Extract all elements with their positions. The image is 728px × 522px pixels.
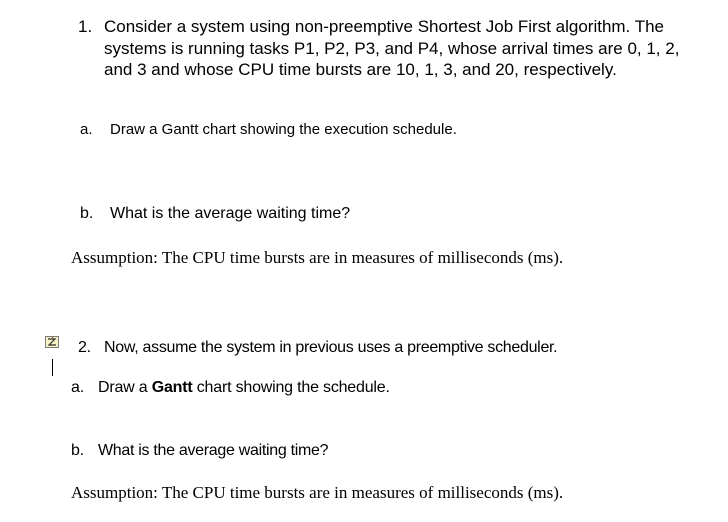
- question-1-line-1: Consider a system using non-preemptive Shortest Job First algorithm. The: [104, 17, 664, 36]
- question-2-part-b-text: What is the average waiting time?: [98, 442, 329, 459]
- question-1-part-a-label: a.: [80, 121, 93, 138]
- question-2-part-b-label: b.: [71, 442, 84, 459]
- question-1-number: 1.: [78, 17, 93, 36]
- question-2-part-a-gantt: Gantt: [151, 379, 193, 396]
- comment-marker-icon[interactable]: [45, 336, 59, 348]
- question-1-part-b-text: What is the average waiting time?: [110, 205, 351, 222]
- question-2-text: Now, assume the system in previous uses a preemptive scheduler.: [104, 339, 558, 356]
- question-2-part-a-label: a.: [71, 379, 84, 396]
- question-2-part-b: [71, 441, 328, 461]
- question-1: [78, 16, 718, 81]
- question-2: [78, 338, 557, 358]
- question-2-part-a-text-before: Draw a: [98, 379, 152, 396]
- question-1-assumption: Assumption: The CPU time bursts are in measures of milliseconds (ms).: [71, 248, 564, 267]
- text-cursor: [52, 359, 53, 376]
- question-1-part-b-label: b.: [80, 205, 94, 222]
- question-1-line-3: and 3 and whose CPU time bursts are 10, 1, 3, and 20, respectively.: [104, 60, 617, 79]
- question-2-part-a-text-after: chart showing the schedule.: [192, 379, 390, 396]
- question-2-number: 2.: [78, 339, 91, 356]
- question-1-part-a: [80, 120, 457, 140]
- question-1-part-b: [80, 204, 350, 224]
- question-1-line-2: systems is running tasks P1, P2, P3, and P4, whose arrival times are 0, 1, 2,: [104, 38, 680, 58]
- question-2-assumption: Assumption: The CPU time bursts are in measures of milliseconds (ms).: [71, 483, 564, 502]
- question-1-part-a-text: Draw a Gantt chart showing the execution schedule.: [110, 121, 457, 138]
- question-2-part-a: [71, 378, 390, 398]
